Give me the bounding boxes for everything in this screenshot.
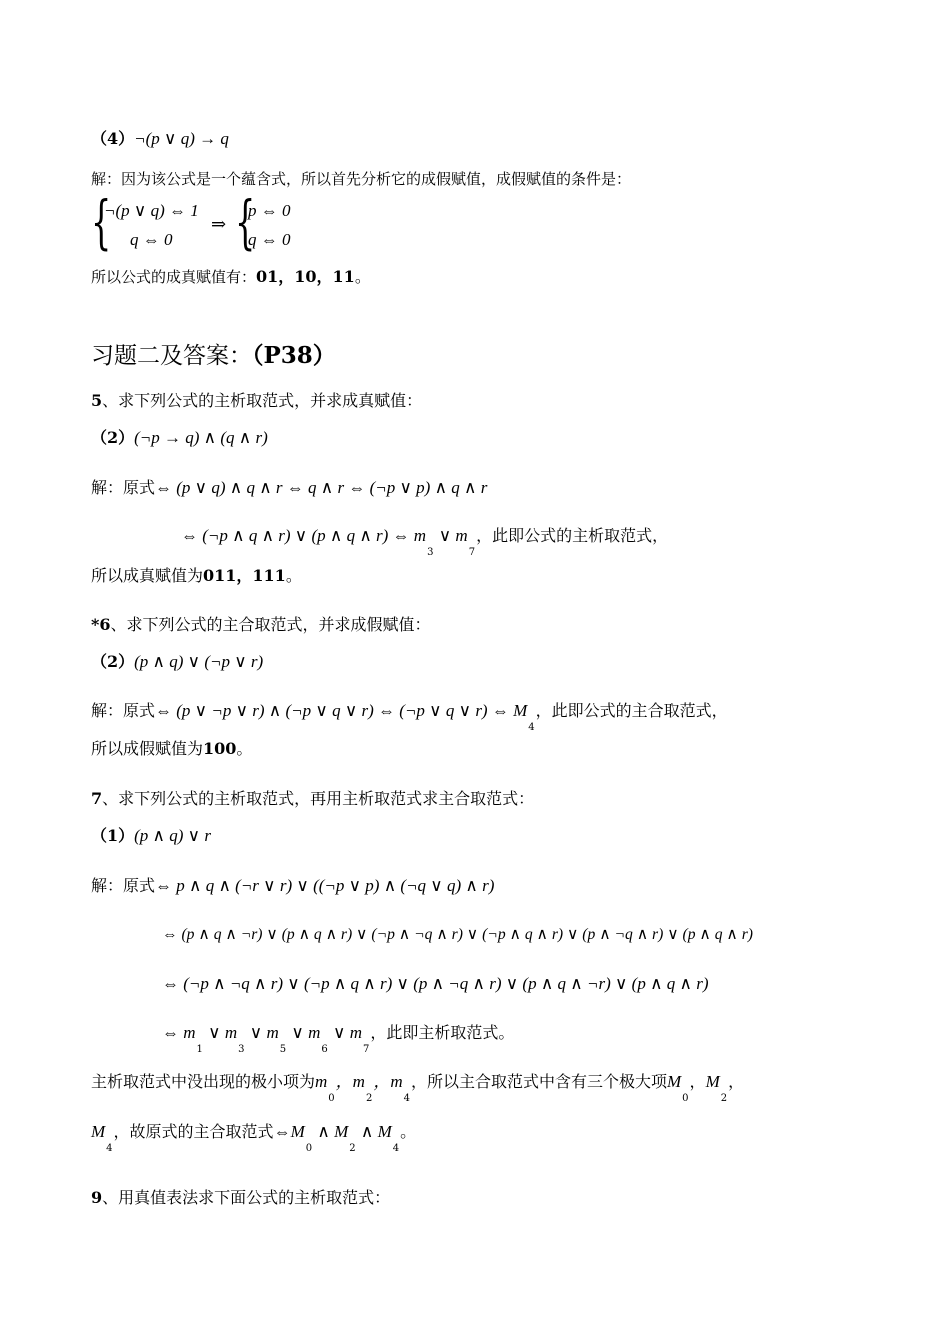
q7-text: 、求下列公式的主析取范式，再用主析取范式求主合取范式： (102, 789, 535, 808)
q7-step1-formula: ⇔ p ∧ q ∧ (¬r ∨ r) ∨ ((¬p ∨ p) ∧ (¬q ∨ q) ∧ r) (155, 876, 495, 895)
maxterm-2: M (705, 1072, 720, 1091)
final-maxterm-subscript: 2 (349, 1143, 356, 1154)
q6-solution-prefix: 解：原式 (91, 701, 156, 720)
minterm-separator: ∨ (328, 1023, 350, 1042)
missing-minterm-term: m (390, 1072, 403, 1091)
missing-minterms (315, 1072, 411, 1104)
minterm-subscript: 5 (279, 1044, 287, 1055)
minterm-subscript: 7 (362, 1044, 370, 1055)
q6-result (91, 738, 252, 760)
q9-title (91, 1187, 390, 1209)
minterm-term: m (349, 1023, 362, 1042)
q6-title (91, 614, 431, 636)
final-maxterm-term: M (377, 1122, 392, 1141)
minterm-list (183, 1023, 370, 1055)
q6-formula: (p ∧ q) ∨ (¬p ∨ r) (134, 652, 264, 671)
maxterm-3: M (91, 1122, 106, 1141)
q5-step2-suffix: ，此即公式的主析取范式， (476, 526, 669, 545)
section-heading (91, 341, 336, 371)
condition-right-1: p ⇔ 0 (248, 201, 291, 220)
maxterm-1: M (667, 1072, 682, 1091)
minterm-subscript: 6 (321, 1044, 328, 1055)
q5-text: 、求下列公式的主析取范式，并求成真赋值： (102, 391, 423, 410)
q6-result-values: 100 (203, 739, 237, 758)
left-brace: { (91, 188, 112, 256)
final-maxterm-separator: ∧ (356, 1122, 378, 1141)
q7-subproblem (91, 825, 211, 847)
q6-sub-label: （2） (91, 652, 135, 671)
missing-minterm-subscript: 0 (328, 1093, 335, 1104)
q7-paragraph-2 (91, 1121, 417, 1154)
q7-step1 (91, 875, 494, 897)
q5-step1-formula: ⇔ (p ∨ q) ∧ q ∧ r ⇔ q ∧ r ⇔ (¬p ∨ p) ∧ q ∧ r (155, 478, 488, 497)
minterm-separator: ∨ (245, 1023, 267, 1042)
minterm-subscript: 3 (238, 1044, 245, 1055)
minterm-term: m (224, 1023, 238, 1042)
heading-text: 习题二及答案： (91, 343, 252, 369)
problem-4-result (91, 266, 371, 288)
minterm-separator: ∨ (203, 1023, 225, 1042)
q5-result-suffix: 。 (285, 566, 302, 585)
q6-step1-formula: ⇔ (p ∨ ¬p ∨ r) ∧ (¬p ∨ q ∨ r) ⇔ (¬p ∨ q ∨ r) ⇔ M (155, 701, 528, 720)
problem-4-formula: ¬(p ∨ q) → q (134, 129, 229, 148)
result-values: 01，10，11 (256, 267, 355, 286)
result-suffix: 。 (354, 267, 371, 286)
q5-result-prefix: 所以成真赋值为 (91, 566, 204, 585)
q5-step2 (181, 525, 669, 558)
condition-left-1: ¬(p ∨ q) ⇔ 1 (104, 201, 199, 220)
q7-para1-prefix: 主析取范式中没出现的极小项为 (91, 1072, 316, 1091)
final-maxterms (290, 1122, 401, 1154)
minterm-term: m (266, 1023, 279, 1042)
q5-subscript-2: 7 (468, 547, 476, 558)
q7-solution-prefix: 解：原式 (91, 876, 156, 895)
q6-text: 、求下列公式的主合取范式，并求成假赋值： (110, 615, 431, 634)
problem-4-header (91, 128, 229, 150)
q5-subproblem (91, 427, 268, 449)
final-maxterm-separator: ∧ (313, 1122, 335, 1141)
q7-final-suffix: 。 (400, 1122, 417, 1141)
minterm-separator: ∨ (287, 1023, 309, 1042)
q5-formula: (¬p → q) ∧ (q ∧ r) (134, 428, 268, 447)
q6-result-suffix: 。 (236, 739, 253, 758)
problem-4-label: （4） (91, 129, 135, 148)
q7-sub-label: （1） (91, 826, 135, 845)
missing-minterm-separator: ， (373, 1072, 391, 1091)
right-brace: { (235, 188, 256, 256)
q5-number: 5 (91, 391, 103, 410)
q7-para1-mid: ，所以主合取范式中含有三个极大项 (410, 1072, 667, 1091)
q5-solution-prefix: 解：原式 (91, 478, 156, 497)
q5-step2-or: ∨ m (434, 526, 468, 545)
q6-result-prefix: 所以成假赋值为 (91, 739, 204, 758)
q5-result-values: 011，111 (203, 566, 286, 585)
heading-page: （P38） (252, 342, 336, 369)
final-maxterm-term: M (334, 1122, 349, 1141)
final-maxterm-term: M (290, 1122, 305, 1141)
maxterm-3-sub: 4 (106, 1143, 113, 1154)
q7-step4-prefix: ⇔ (162, 1023, 184, 1042)
minterm-term: m (308, 1023, 321, 1042)
missing-minterm-term: m (315, 1072, 328, 1091)
q5-title (91, 390, 422, 412)
q5-step1 (91, 477, 487, 499)
q6-step1 (91, 700, 728, 733)
condition-left-2: q ⇔ 0 (130, 230, 173, 249)
condition-right-2: q ⇔ 0 (248, 230, 291, 249)
q7-step3: ⇔ (¬p ∧ ¬q ∧ r) ∨ (¬p ∧ q ∧ r) ∨ (p ∧ ¬q ∧ r) ∨ (p ∧ q ∧ ¬r) ∨ (p ∧ q ∧ r) (162, 974, 709, 993)
q5-sub-label: （2） (91, 428, 135, 447)
q7-final-symbol: ⇔ (273, 1122, 291, 1141)
q6-subscript: 4 (528, 722, 535, 733)
q5-subscript-1: 3 (427, 547, 434, 558)
comma-1: ， (689, 1072, 706, 1091)
problem-4-solution: 解：因为该公式是一个蕴含式，所以首先分析它的成假赋值，成假赋值的条件是： (91, 170, 632, 188)
q7-step2: ⇔ (p ∧ q ∧ ¬r) ∨ (p ∧ q ∧ r) ∨ (¬p ∧ ¬q ∧ r) ∨ (¬p ∧ q ∧ r) ∨ (p ∧ ¬q ∧ r) ∨ (p ∧ q ∧ r) (162, 926, 753, 943)
q5-result (91, 565, 302, 587)
result-prefix: 所以公式的成真赋值有： (91, 268, 257, 286)
q7-para2-mid: ，故原式的主合取范式 (113, 1122, 274, 1141)
q7-number: 7 (91, 789, 103, 808)
q7-step4 (162, 1022, 515, 1055)
q9-text: 、用真值表法求下面公式的主析取范式： (102, 1188, 391, 1207)
minterm-term: m (183, 1023, 196, 1042)
q6-subproblem (91, 651, 263, 673)
implies-arrow: ⇒ (211, 214, 227, 235)
q7-step4-suffix: ，此即主析取范式。 (370, 1023, 515, 1042)
minterm-subscript: 1 (196, 1044, 203, 1055)
missing-minterm-subscript: 4 (403, 1093, 410, 1104)
comma-2: ， (728, 1072, 745, 1091)
q9-number: 9 (91, 1188, 103, 1207)
final-maxterm-subscript: 4 (392, 1143, 400, 1154)
q7-title (91, 788, 534, 810)
missing-minterm-separator: ， (335, 1072, 353, 1091)
missing-minterm-term: m (352, 1072, 365, 1091)
maxterm-1-sub: 0 (682, 1093, 689, 1104)
q7-formula: (p ∧ q) ∨ r (134, 826, 211, 845)
q6-step1-suffix: ，此即公式的主合取范式， (535, 701, 728, 720)
final-maxterm-subscript: 0 (305, 1143, 313, 1154)
q6-number: *6 (91, 615, 111, 634)
q5-step2-formula: ⇔ (¬p ∧ q ∧ r) ∨ (p ∧ q ∧ r) ⇔ m (181, 526, 427, 545)
missing-minterm-subscript: 2 (365, 1093, 373, 1104)
q7-paragraph-1 (91, 1071, 745, 1104)
maxterm-2-sub: 2 (720, 1093, 728, 1104)
